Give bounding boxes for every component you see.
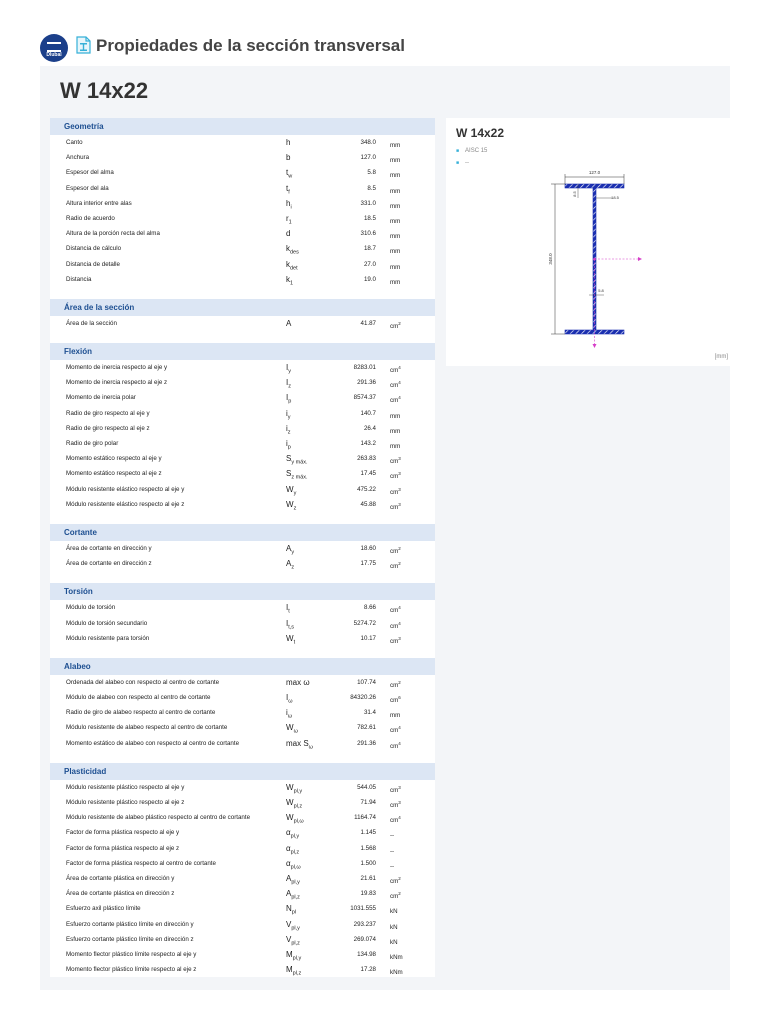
- property-description: Área de cortante en dirección y: [66, 544, 152, 552]
- table-row: [50, 360, 435, 375]
- y-axis-arrow: [638, 257, 642, 261]
- property-symbol: $I_y$: [286, 363, 291, 375]
- property-symbol: $t_f$: [286, 183, 290, 196]
- table-row: [50, 690, 435, 705]
- property-description: Esfuerzo cortante plástico límite en dirección y: [66, 920, 194, 928]
- table-row: [50, 181, 435, 196]
- property-unit: $cm^4$: [390, 725, 401, 735]
- property-unit: kN: [390, 923, 398, 931]
- property-symbol: $t_w$: [286, 168, 293, 180]
- property-value: 1.500: [360, 859, 376, 867]
- table-row: [50, 947, 435, 962]
- property-value: 1.145: [360, 829, 376, 837]
- property-description: Módulo de torsión: [66, 604, 116, 612]
- depth-dimension: 348.0: [548, 253, 553, 265]
- property-description: Radio de acuerdo: [66, 214, 115, 222]
- property-description: Momento de inercia respecto al eje y: [66, 364, 168, 372]
- property-value: 45.88: [360, 500, 376, 508]
- property-unit: mm: [390, 248, 401, 256]
- property-description: Distancia: [66, 275, 92, 283]
- property-value: 8.5: [367, 184, 376, 192]
- property-symbol: $\max S_\omega$: [286, 738, 313, 751]
- property-unit: $cm^2$: [390, 561, 401, 571]
- property-symbol: $A_z$: [286, 559, 295, 571]
- property-description: Módulo resistente elástico respecto al eje y: [66, 485, 185, 493]
- table-row: [50, 482, 435, 497]
- property-value: 18.60: [360, 544, 376, 552]
- property-unit: mm: [390, 412, 401, 420]
- property-description: Altura de la porción recta del alma: [66, 230, 160, 238]
- figure-note: ■ --: [456, 160, 469, 166]
- property-symbol: $\alpha_{pl,z}$: [286, 843, 300, 856]
- section-header: Área de la sección: [50, 299, 435, 316]
- property-value: 134.98: [357, 950, 376, 958]
- property-description: Altura interior entre alas: [66, 199, 132, 207]
- property-symbol: $I_p$: [286, 393, 292, 406]
- property-value: 263.83: [357, 455, 376, 463]
- property-symbol: $I_\omega$: [286, 693, 293, 705]
- table-row: [50, 917, 435, 932]
- property-symbol: $i_y$: [286, 408, 291, 421]
- property-value: 8283.01: [353, 364, 376, 372]
- property-symbol: $M_{pl,y}$: [286, 949, 302, 962]
- property-value: 71.94: [360, 799, 376, 806]
- property-description: Momento estático de alabeo con respecto al centro de cortante: [66, 739, 240, 747]
- table-row: [50, 257, 435, 272]
- property-symbol: $k_{des}$: [286, 244, 299, 256]
- property-value: 10.17: [360, 634, 376, 642]
- property-description: Factor de forma plástica respecto al centro de cortante: [66, 859, 216, 867]
- property-unit: $cm^3$: [390, 800, 401, 810]
- property-symbol: b: [286, 153, 291, 163]
- page-title: Propiedades de la sección transversal: [96, 36, 405, 55]
- table-row: [50, 135, 435, 150]
- property-symbol: $W_{pl,\omega}$: [286, 813, 304, 825]
- property-symbol: $A_{pl,z}$: [286, 889, 300, 901]
- properties-tables: [50, 118, 435, 977]
- property-description: Radio de giro de alabeo respecto al centro de cortante: [66, 709, 216, 717]
- property-unit: mm: [390, 172, 401, 180]
- property-unit: --: [390, 832, 395, 840]
- property-value: 26.4: [363, 424, 376, 432]
- property-symbol: $A_{pl,y}$: [286, 873, 300, 886]
- property-symbol: h: [286, 138, 291, 147]
- property-symbol: $W_\omega$: [286, 723, 298, 736]
- property-unit: mm: [390, 233, 401, 241]
- property-symbol: $I_z$: [286, 378, 291, 390]
- table-row: [50, 932, 435, 947]
- table-row: [50, 556, 435, 571]
- table-row: [50, 241, 435, 256]
- cross-section-icon: [74, 35, 92, 55]
- figure-standard: ■ AISC 15: [456, 148, 487, 154]
- section-header: Geometría: [50, 118, 435, 135]
- dlubal-logo: Dlubal: [40, 34, 68, 62]
- property-unit: mm: [390, 278, 401, 286]
- property-symbol: $I_t$: [286, 603, 290, 615]
- property-unit: $cm^2$: [390, 891, 401, 901]
- table-row: [50, 390, 435, 405]
- property-unit: mm: [390, 712, 401, 720]
- table-row: [50, 272, 435, 287]
- table-row: [50, 541, 435, 556]
- table-row: [50, 600, 435, 615]
- property-description: Espesor del ala: [66, 184, 109, 192]
- page-header: [40, 32, 740, 64]
- property-description: Momento de inercia polar: [66, 394, 136, 402]
- centroid-marker: [593, 258, 596, 261]
- property-symbol: $M_{pl,z}$: [286, 965, 302, 977]
- section-name: W 14x22: [60, 78, 149, 103]
- table-row: [50, 196, 435, 211]
- property-description: Distancia de cálculo: [66, 245, 122, 253]
- property-value: 293.237: [353, 920, 376, 928]
- property-unit: $cm^4$: [390, 380, 401, 390]
- property-description: Momento estático respecto al eje y: [66, 455, 162, 463]
- property-description: Módulo resistente plástico respecto al eje z: [66, 799, 185, 806]
- property-unit: kN: [390, 908, 398, 916]
- table-row: [50, 825, 435, 840]
- property-symbol: $k_{det}$: [286, 259, 298, 272]
- property-unit: mm: [390, 142, 401, 150]
- table-row: [50, 165, 435, 180]
- property-description: Módulo resistente para torsión: [66, 634, 150, 642]
- property-value: 18.7: [363, 245, 376, 253]
- property-value: 544.05: [357, 783, 376, 791]
- property-description: Área de cortante plástica en dirección z: [66, 890, 175, 898]
- property-symbol: d: [286, 229, 291, 239]
- property-description: Momento estático respecto al eje z: [66, 470, 162, 478]
- property-unit: mm: [390, 443, 401, 451]
- property-description: Distancia de detalle: [66, 260, 121, 268]
- table-row: [50, 886, 435, 901]
- property-value: 291.36: [357, 379, 376, 387]
- property-value: 17.75: [360, 560, 376, 568]
- table-row: [50, 962, 435, 977]
- property-description: Radio de giro polar: [66, 440, 119, 447]
- property-unit: $cm^3$: [390, 501, 401, 511]
- property-unit: $cm^2$: [390, 875, 401, 885]
- figure-title: W 14x22: [456, 126, 505, 140]
- section-header: Alabeo: [50, 658, 435, 675]
- property-value: 475.22: [357, 485, 376, 493]
- flange-thickness-dimension: 8.5: [572, 191, 577, 197]
- property-unit: kNm: [390, 953, 403, 961]
- property-value: 291.36: [357, 739, 376, 747]
- table-row: [50, 736, 435, 751]
- top-flange: [565, 184, 624, 188]
- table-row: [50, 436, 435, 451]
- property-description: Área de cortante plástica en dirección y: [66, 874, 175, 882]
- property-description: Canto: [66, 139, 83, 146]
- property-value: 84320.26: [350, 694, 376, 702]
- table-row: [50, 841, 435, 856]
- property-unit: --: [390, 847, 395, 855]
- section-drawing: [446, 118, 730, 366]
- table-row: [50, 421, 435, 436]
- property-description: Módulo resistente elástico respecto al eje z: [66, 500, 185, 508]
- table-row: [50, 211, 435, 226]
- property-symbol: $W_{pl,z}$: [286, 798, 303, 810]
- property-description: Esfuerzo cortante plástico límite en dirección z: [66, 935, 194, 943]
- property-description: Área de la sección: [66, 319, 117, 327]
- property-value: 8.66: [363, 604, 376, 612]
- property-value: 1164.74: [354, 814, 376, 822]
- figure-unit: [mm]: [714, 354, 728, 360]
- property-description: Módulo resistente de alabeo respecto al centro de cortante: [66, 724, 228, 732]
- table-row: [50, 226, 435, 241]
- property-description: Ordenada del alabeo con respecto al centro de cortante: [66, 678, 220, 686]
- property-value: 41.87: [360, 319, 376, 327]
- property-description: Área de cortante en dirección z: [66, 560, 152, 568]
- property-value: 140.7: [360, 409, 376, 417]
- property-value: 782.61: [357, 724, 376, 732]
- property-description: Esfuerzo axil plástico límite: [66, 905, 141, 913]
- property-description: Radio de giro respecto al eje y: [66, 409, 150, 417]
- property-unit: $cm^2$: [390, 320, 401, 330]
- property-unit: mm: [390, 218, 401, 225]
- property-unit: mm: [390, 202, 401, 210]
- width-dimension: 127.0: [588, 170, 601, 175]
- property-symbol: $h_i$: [286, 198, 292, 211]
- property-description: Espesor del alma: [66, 169, 114, 177]
- property-unit: $cm^4$: [390, 395, 401, 405]
- property-value: 31.4: [363, 709, 376, 717]
- property-value: 19.0: [363, 275, 376, 283]
- property-unit: --: [390, 862, 395, 870]
- property-value: 1.568: [360, 844, 376, 852]
- property-unit: kN: [390, 938, 398, 946]
- web-thickness-dimension: 5.8: [598, 288, 604, 293]
- property-unit: mm: [390, 263, 401, 271]
- table-row: [50, 316, 435, 331]
- table-row: [50, 810, 435, 825]
- root-radius-dimension: 18.5: [611, 195, 619, 200]
- property-symbol: $A_y$: [286, 543, 295, 556]
- property-symbol: $V_{pl,y}$: [286, 919, 300, 932]
- table-row: [50, 616, 435, 631]
- property-unit: mm: [390, 187, 401, 195]
- property-symbol: $W_t$: [286, 633, 296, 646]
- property-symbol: $\alpha_{pl,y}$: [286, 828, 300, 840]
- property-symbol: $i_p$: [286, 439, 291, 451]
- table-row: [50, 856, 435, 871]
- property-description: Módulo resistente plástico respecto al eje y: [66, 783, 185, 791]
- table-row: [50, 451, 435, 466]
- property-symbol: max ω: [286, 677, 310, 687]
- property-value: 5274.72: [353, 619, 376, 627]
- table-row: [50, 901, 435, 916]
- property-symbol: $r_1$: [286, 213, 292, 226]
- property-unit: $cm^4$: [390, 815, 401, 825]
- property-value: 21.61: [360, 874, 376, 882]
- section-header: Torsión: [50, 583, 435, 600]
- property-value: 18.5: [363, 214, 376, 222]
- property-value: 17.28: [360, 966, 376, 974]
- table-row: [50, 795, 435, 810]
- table-row: [50, 631, 435, 646]
- property-unit: mm: [390, 427, 401, 435]
- property-symbol: $\alpha_{pl,\omega}$: [286, 858, 301, 871]
- property-value: 310.6: [360, 230, 376, 238]
- table-row: [50, 720, 435, 735]
- property-unit: $cm^3$: [390, 471, 401, 481]
- property-value: 17.45: [360, 470, 376, 478]
- property-unit: $cm^2$: [390, 545, 401, 555]
- section-header: Cortante: [50, 524, 435, 541]
- property-value: 1031.555: [350, 905, 376, 913]
- property-value: 8574.37: [353, 394, 376, 402]
- property-value: 19.83: [360, 890, 376, 898]
- property-unit: $cm^3$: [390, 784, 401, 794]
- table-row: [50, 780, 435, 795]
- property-unit: $cm^2$: [390, 679, 401, 689]
- property-value: 269.074: [353, 935, 376, 943]
- property-value: 331.0: [360, 199, 376, 207]
- property-description: Momento de inercia respecto al eje z: [66, 379, 168, 387]
- table-row: [50, 705, 435, 720]
- table-row: [50, 466, 435, 481]
- table-row: [50, 675, 435, 690]
- table-row: [50, 871, 435, 886]
- property-unit: $cm^6$: [390, 695, 401, 705]
- property-description: Módulo de torsión secundario: [66, 619, 148, 627]
- property-description: Módulo resistente de alabeo plástico respecto al centro de cortante: [66, 814, 251, 822]
- table-row: [50, 406, 435, 421]
- property-unit: $cm^3$: [390, 635, 401, 645]
- property-description: Anchura: [66, 154, 90, 162]
- property-symbol: $V_{pl,z}$: [286, 934, 300, 947]
- property-unit: $cm^4$: [390, 740, 401, 750]
- section-header: Plasticidad: [50, 763, 435, 780]
- property-symbol: $I_{t,s}$: [286, 618, 295, 631]
- property-symbol: $S_{y máx.}$: [286, 454, 308, 466]
- property-unit: $cm^3$: [390, 456, 401, 466]
- property-symbol: $i_z$: [286, 423, 291, 436]
- table-row: [50, 497, 435, 512]
- property-description: Radio de giro respecto al eje z: [66, 424, 150, 432]
- property-symbol: $S_{z máx.}$: [286, 469, 308, 481]
- property-unit: mm: [390, 157, 401, 165]
- property-value: 143.2: [360, 440, 376, 447]
- section-figure: [446, 118, 730, 366]
- property-unit: kNm: [390, 969, 403, 977]
- content-panel: [40, 66, 730, 990]
- property-value: 107.74: [357, 678, 376, 686]
- property-unit: $cm^4$: [390, 605, 401, 615]
- property-value: 127.0: [360, 154, 376, 162]
- property-value: 348.0: [360, 139, 376, 146]
- z-axis-arrow: [593, 344, 597, 348]
- property-symbol: A: [286, 318, 292, 328]
- property-symbol: $W_z$: [286, 499, 297, 512]
- section-header: Flexión: [50, 343, 435, 360]
- property-value: 27.0: [363, 260, 376, 268]
- property-unit: $cm^4$: [390, 620, 401, 630]
- property-symbol: $W_y$: [286, 484, 297, 497]
- table-row: [50, 375, 435, 390]
- property-symbol: $N_{pl}$: [286, 904, 297, 916]
- property-description: Factor de forma plástica respecto al eje y: [66, 829, 180, 837]
- property-description: Módulo de alabeo con respecto al centro de cortante: [66, 694, 211, 702]
- property-description: Factor de forma plástica respecto al eje z: [66, 844, 180, 852]
- property-unit: $cm^4$: [390, 365, 401, 375]
- property-description: Momento flector plástico límite respecto al eje y: [66, 950, 197, 958]
- property-unit: $cm^3$: [390, 486, 401, 496]
- property-description: Momento flector plástico límite respecto al eje z: [66, 966, 197, 974]
- property-symbol: $W_{pl,y}$: [286, 782, 303, 795]
- property-symbol: $i_\omega$: [286, 708, 293, 720]
- property-value: 5.8: [367, 169, 376, 177]
- property-symbol: $k_1$: [286, 274, 294, 287]
- table-row: [50, 150, 435, 165]
